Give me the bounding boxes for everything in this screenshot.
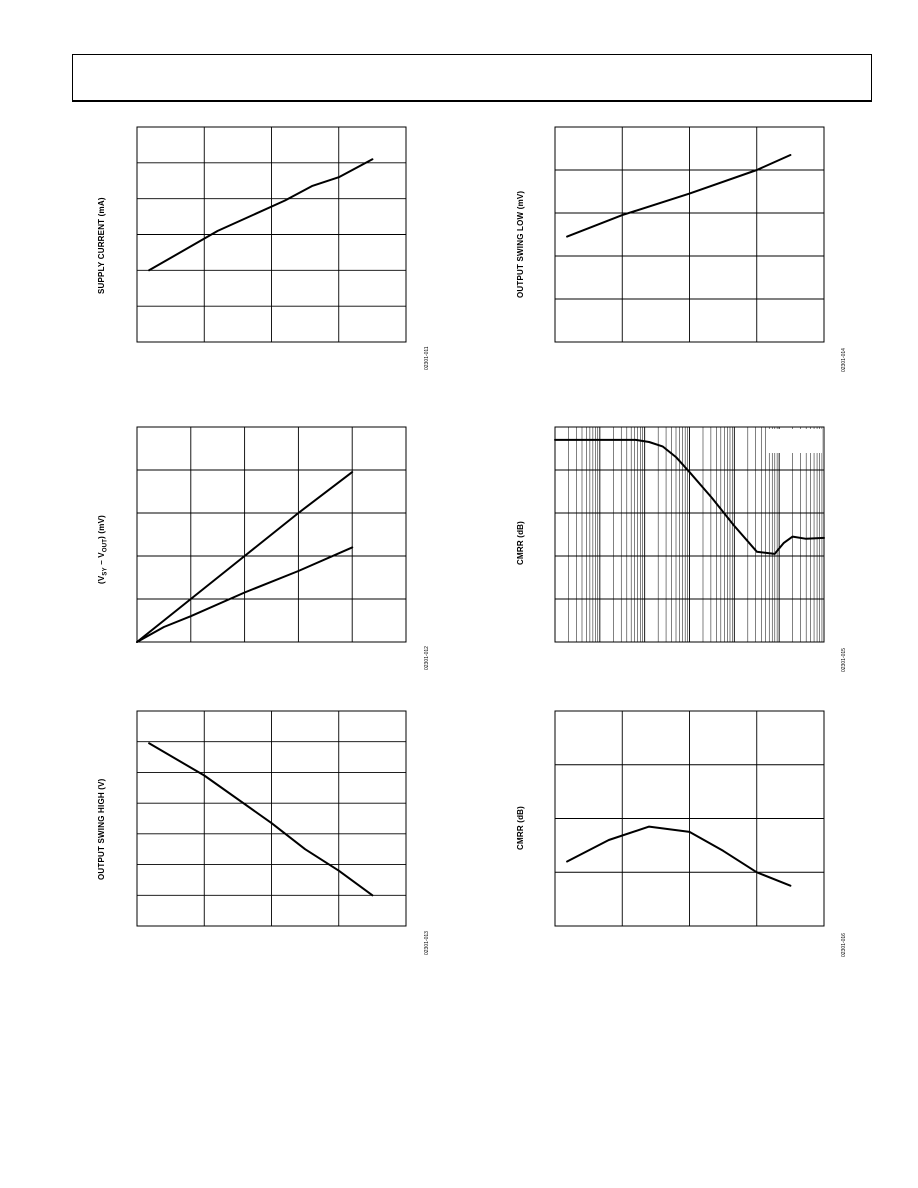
figure-id: 02301-015 bbox=[841, 648, 847, 672]
y-axis-label: CMRR (dB) bbox=[516, 520, 525, 565]
y-axis-label: OUTPUT SWING LOW (mV) bbox=[516, 190, 525, 298]
y-axis-label: $(V_{SY} - V_{OUT})$ (mV) bbox=[97, 515, 109, 584]
y-axis-label: SUPPLY CURRENT (mA) bbox=[97, 197, 106, 294]
figure-id: 02301-012 bbox=[424, 646, 430, 670]
figure-id: 02301-016 bbox=[841, 933, 847, 957]
y-axis-label: CMRR (dB) bbox=[516, 805, 525, 850]
figure-id: 02301-013 bbox=[424, 931, 430, 955]
figure-id: 02301-014 bbox=[841, 348, 847, 372]
y-axis-label: OUTPUT SWING HIGH (V) bbox=[97, 778, 106, 880]
figure-id: 02301-011 bbox=[424, 346, 430, 370]
